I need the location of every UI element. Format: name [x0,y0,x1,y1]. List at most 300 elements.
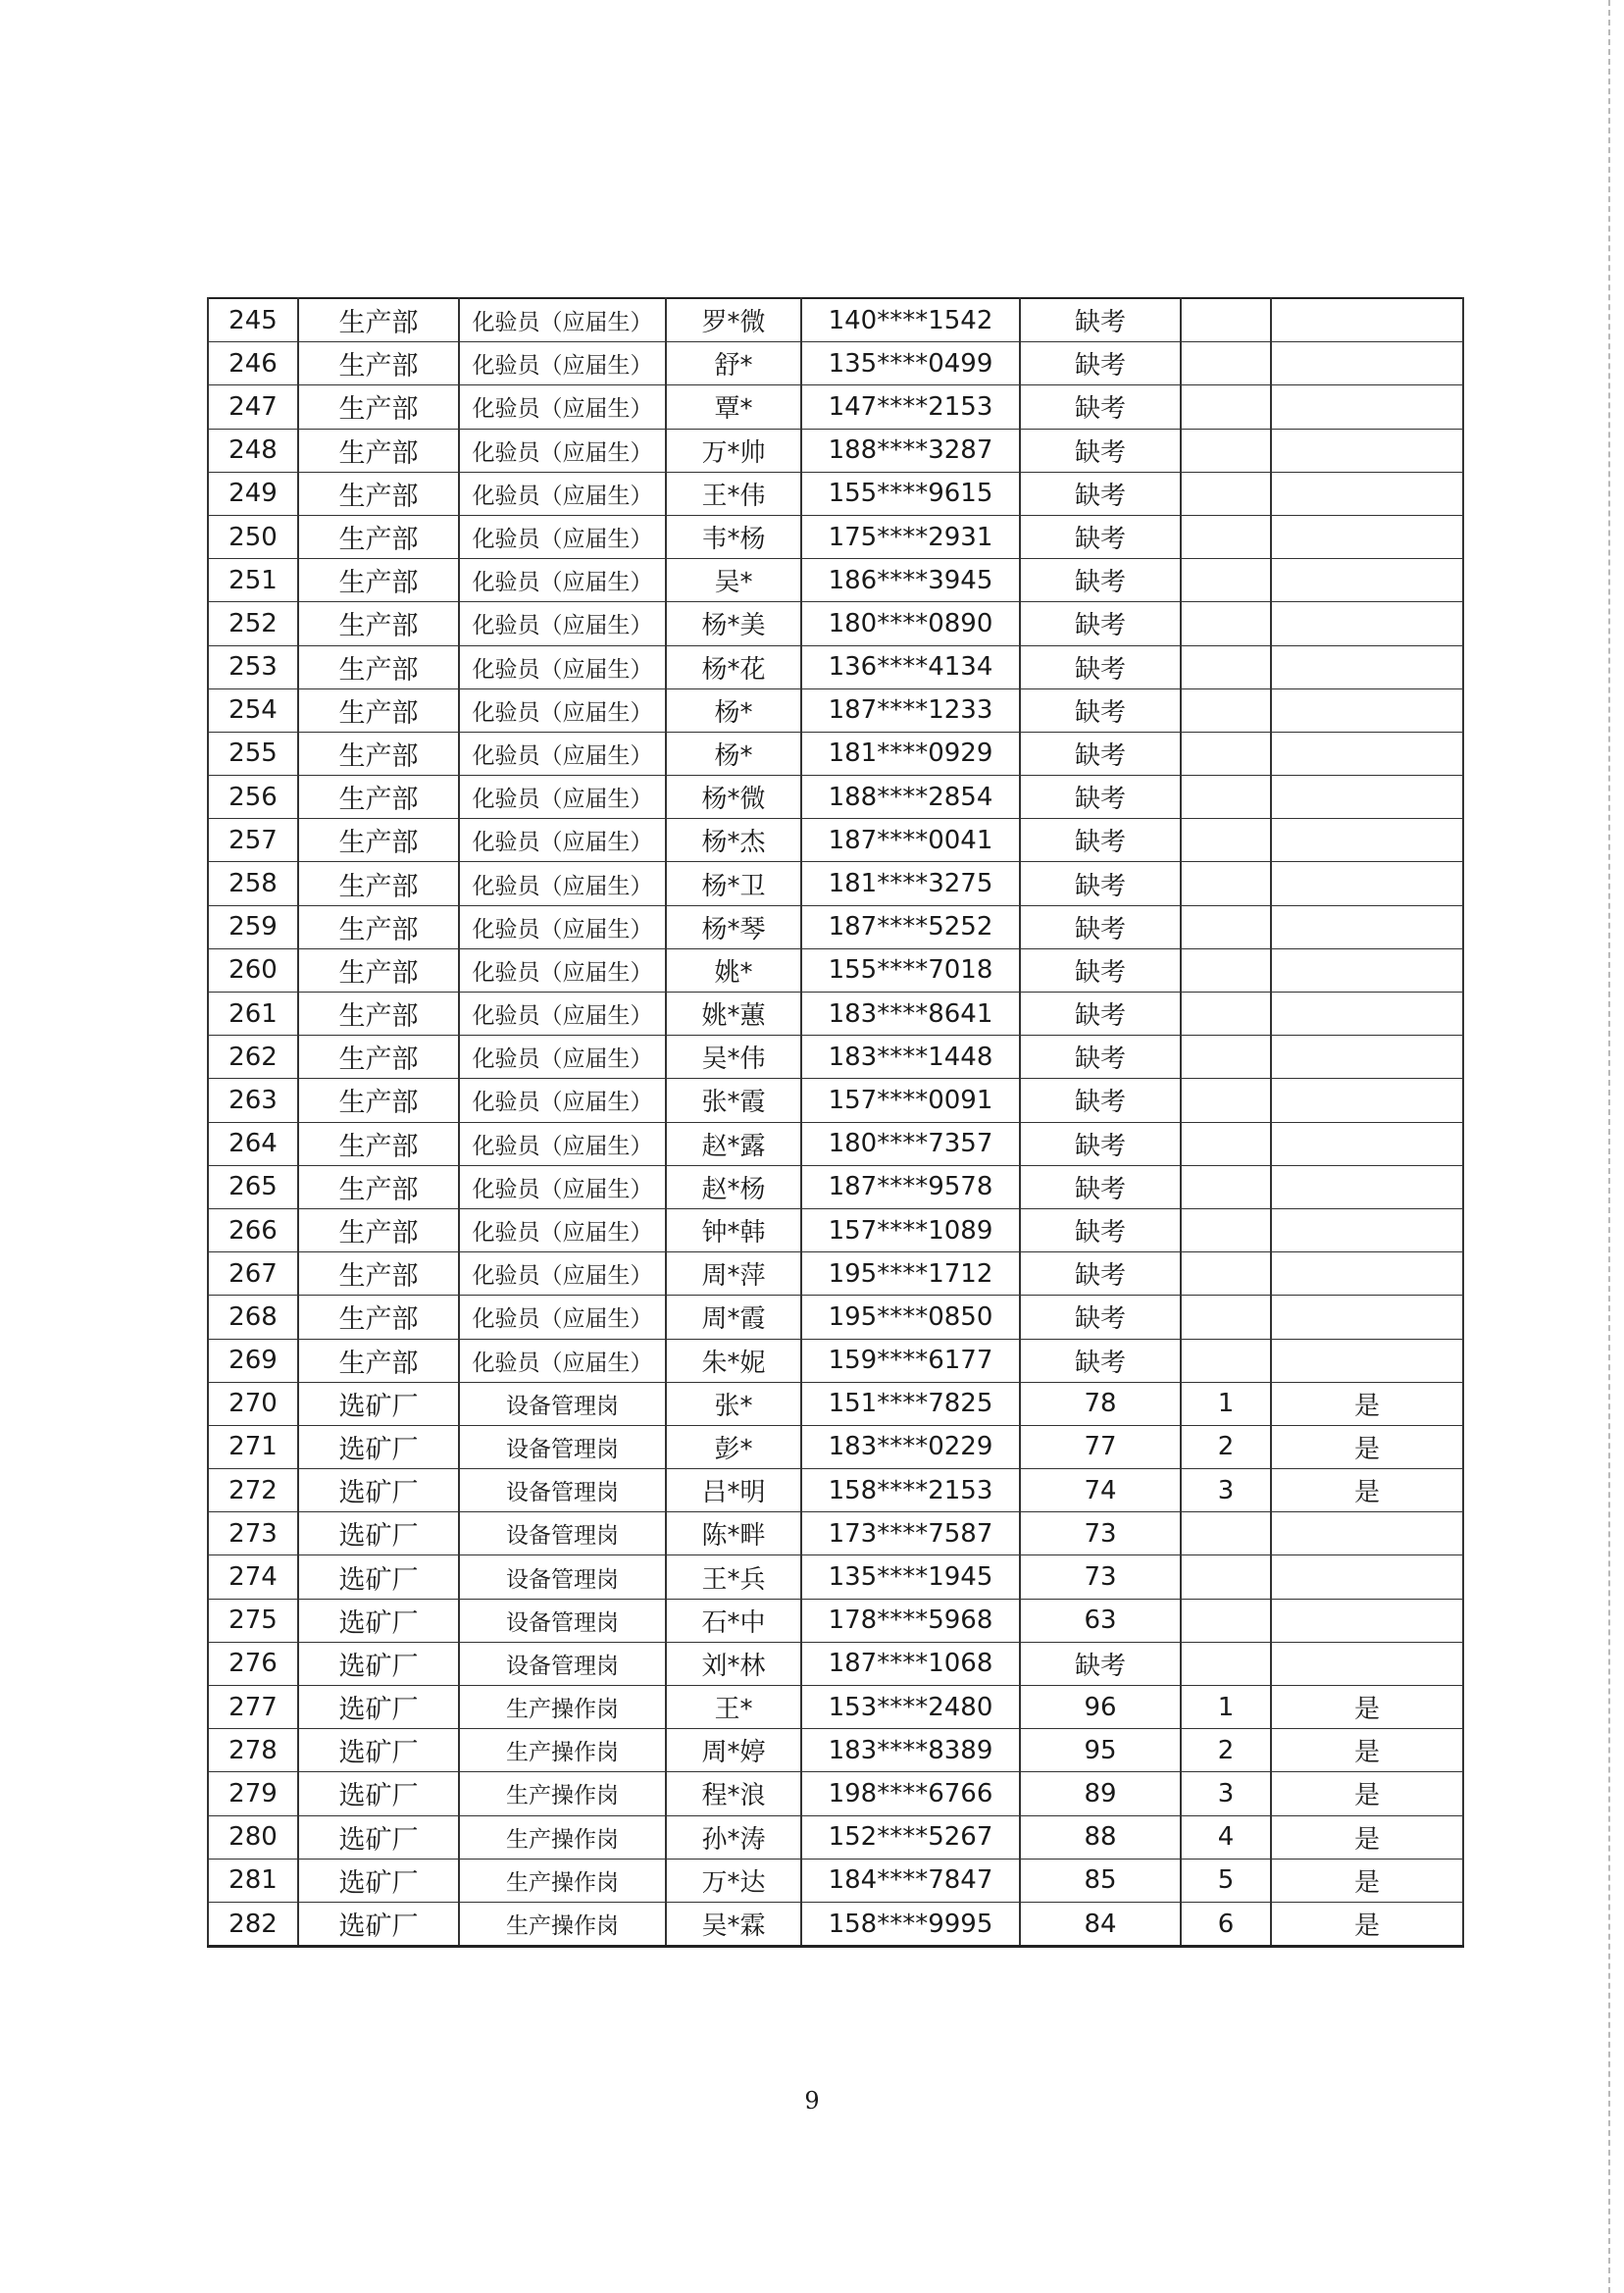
score-cell: 缺考 [1020,948,1181,992]
position-cell: 生产操作岗 [459,1686,666,1729]
row-number-cell: 274 [208,1555,298,1599]
phone-cell: 157****0091 [801,1079,1020,1122]
table-row [208,732,1463,775]
phone-cell: 135****1945 [801,1555,1020,1599]
qualified-cell [1271,993,1463,1036]
department-cell: 生产部 [298,472,459,515]
row-number-cell: 276 [208,1642,298,1685]
phone-cell: 198****6766 [801,1772,1020,1815]
score-cell: 缺考 [1020,1339,1181,1382]
qualified-cell: 是 [1271,1686,1463,1729]
qualified-cell [1271,342,1463,385]
department-cell: 生产部 [298,819,459,862]
row-number-cell: 262 [208,1036,298,1079]
qualified-cell [1271,732,1463,775]
name-cell: 孙*涛 [666,1815,801,1859]
name-cell: 王*伟 [666,472,801,515]
name-cell: 姚* [666,948,801,992]
table-row [208,1036,1463,1079]
table-row [208,1208,1463,1251]
phone-cell: 181****3275 [801,862,1020,905]
qualified-cell: 是 [1271,1772,1463,1815]
score-cell: 缺考 [1020,515,1181,558]
qualified-cell [1271,905,1463,948]
position-cell: 化验员（应届生） [459,1122,666,1165]
row-number-cell: 264 [208,1122,298,1165]
qualified-cell [1271,862,1463,905]
qualified-cell: 是 [1271,1469,1463,1512]
position-cell: 化验员（应届生） [459,1079,666,1122]
position-cell: 化验员（应届生） [459,732,666,775]
department-cell: 生产部 [298,1079,459,1122]
position-cell: 化验员（应届生） [459,862,666,905]
position-cell: 化验员（应届生） [459,602,666,645]
table-row [208,1642,1463,1685]
qualified-cell [1271,385,1463,429]
qualified-cell [1271,1079,1463,1122]
table-row [208,1339,1463,1382]
row-number-cell: 260 [208,948,298,992]
position-cell: 设备管理岗 [459,1555,666,1599]
row-number-cell: 271 [208,1425,298,1468]
score-cell: 缺考 [1020,905,1181,948]
rank-cell: 2 [1181,1425,1271,1468]
phone-cell: 158****2153 [801,1469,1020,1512]
position-cell: 化验员（应届生） [459,1296,666,1339]
score-cell: 缺考 [1020,1165,1181,1208]
position-cell: 化验员（应届生） [459,993,666,1036]
score-cell: 缺考 [1020,1122,1181,1165]
phone-cell: 188****2854 [801,776,1020,819]
score-cell: 缺考 [1020,342,1181,385]
phone-cell: 155****7018 [801,948,1020,992]
position-cell: 设备管理岗 [459,1425,666,1468]
rank-cell [1181,602,1271,645]
department-cell: 生产部 [298,385,459,429]
row-number-cell: 280 [208,1815,298,1859]
position-cell: 化验员（应届生） [459,342,666,385]
position-cell: 化验员（应届生） [459,645,666,688]
score-cell: 缺考 [1020,993,1181,1036]
rank-cell [1181,732,1271,775]
name-cell: 吕*明 [666,1469,801,1512]
rank-cell [1181,1208,1271,1251]
rank-cell [1181,1512,1271,1555]
table-row [208,429,1463,472]
qualified-cell [1271,1339,1463,1382]
score-cell: 缺考 [1020,776,1181,819]
rank-cell [1181,862,1271,905]
qualified-cell [1271,298,1463,342]
score-cell: 缺考 [1020,559,1181,602]
table-row [208,1599,1463,1642]
score-cell: 缺考 [1020,472,1181,515]
page-number: 9 [804,2087,820,2115]
table-row [208,1165,1463,1208]
rank-cell: 3 [1181,1469,1271,1512]
score-cell: 缺考 [1020,1252,1181,1296]
phone-cell: 135****0499 [801,342,1020,385]
phone-cell: 195****1712 [801,1252,1020,1296]
rank-cell [1181,385,1271,429]
score-cell: 78 [1020,1382,1181,1425]
position-cell: 生产操作岗 [459,1729,666,1772]
row-number-cell: 268 [208,1296,298,1339]
score-cell: 85 [1020,1859,1181,1902]
rank-cell [1181,298,1271,342]
qualified-cell [1271,1599,1463,1642]
rank-cell: 2 [1181,1729,1271,1772]
department-cell: 生产部 [298,993,459,1036]
score-cell: 缺考 [1020,298,1181,342]
qualified-cell: 是 [1271,1729,1463,1772]
name-cell: 赵*杨 [666,1165,801,1208]
score-cell: 缺考 [1020,1036,1181,1079]
results-table-body [208,298,1463,1947]
table-row [208,385,1463,429]
name-cell: 杨* [666,688,801,732]
rank-cell [1181,1122,1271,1165]
score-cell: 缺考 [1020,1079,1181,1122]
qualified-cell [1271,1512,1463,1555]
rank-cell [1181,776,1271,819]
name-cell: 程*浪 [666,1772,801,1815]
phone-cell: 151****7825 [801,1382,1020,1425]
department-cell: 选矿厂 [298,1859,459,1902]
score-cell: 95 [1020,1729,1181,1772]
phone-cell: 180****0890 [801,602,1020,645]
results-table-container [207,297,1462,1948]
position-cell: 化验员（应届生） [459,1339,666,1382]
department-cell: 生产部 [298,948,459,992]
phone-cell: 186****3945 [801,559,1020,602]
position-cell: 化验员（应届生） [459,1252,666,1296]
position-cell: 化验员（应届生） [459,819,666,862]
position-cell: 化验员（应届生） [459,559,666,602]
phone-cell: 178****5968 [801,1599,1020,1642]
department-cell: 生产部 [298,688,459,732]
row-number-cell: 247 [208,385,298,429]
department-cell: 选矿厂 [298,1815,459,1859]
rank-cell [1181,948,1271,992]
row-number-cell: 272 [208,1469,298,1512]
table-row [208,515,1463,558]
phone-cell: 159****6177 [801,1339,1020,1382]
rank-cell [1181,1296,1271,1339]
position-cell: 生产操作岗 [459,1815,666,1859]
department-cell: 选矿厂 [298,1469,459,1512]
phone-cell: 155****9615 [801,472,1020,515]
score-cell: 缺考 [1020,819,1181,862]
name-cell: 张*霞 [666,1079,801,1122]
score-cell: 88 [1020,1815,1181,1859]
department-cell: 选矿厂 [298,1425,459,1468]
row-number-cell: 265 [208,1165,298,1208]
position-cell: 化验员（应届生） [459,688,666,732]
position-cell: 设备管理岗 [459,1382,666,1425]
department-cell: 生产部 [298,1165,459,1208]
phone-cell: 152****5267 [801,1815,1020,1859]
name-cell: 吴* [666,559,801,602]
phone-cell: 183****0229 [801,1425,1020,1468]
row-number-cell: 263 [208,1079,298,1122]
qualified-cell [1271,1122,1463,1165]
qualified-cell: 是 [1271,1425,1463,1468]
position-cell: 化验员（应届生） [459,472,666,515]
rank-cell [1181,905,1271,948]
position-cell: 化验员（应届生） [459,429,666,472]
table-row [208,1296,1463,1339]
row-number-cell: 277 [208,1686,298,1729]
phone-cell: 153****2480 [801,1686,1020,1729]
table-row [208,1382,1463,1425]
department-cell: 生产部 [298,645,459,688]
table-row [208,993,1463,1036]
phone-cell: 181****0929 [801,732,1020,775]
name-cell: 杨*琴 [666,905,801,948]
rank-cell [1181,342,1271,385]
table-row [208,862,1463,905]
name-cell: 张* [666,1382,801,1425]
name-cell: 刘*林 [666,1642,801,1685]
qualified-cell [1271,472,1463,515]
phone-cell: 183****8641 [801,993,1020,1036]
rank-cell: 5 [1181,1859,1271,1902]
name-cell: 杨* [666,732,801,775]
qualified-cell [1271,1642,1463,1685]
department-cell: 生产部 [298,905,459,948]
department-cell: 选矿厂 [298,1512,459,1555]
department-cell: 生产部 [298,732,459,775]
score-cell: 缺考 [1020,429,1181,472]
table-row [208,1425,1463,1468]
qualified-cell [1271,602,1463,645]
name-cell: 万*帅 [666,429,801,472]
row-number-cell: 270 [208,1382,298,1425]
score-cell: 缺考 [1020,385,1181,429]
department-cell: 选矿厂 [298,1599,459,1642]
rank-cell: 1 [1181,1686,1271,1729]
score-cell: 缺考 [1020,1208,1181,1251]
phone-cell: 157****1089 [801,1208,1020,1251]
row-number-cell: 249 [208,472,298,515]
department-cell: 生产部 [298,1122,459,1165]
table-row [208,559,1463,602]
department-cell: 选矿厂 [298,1902,459,1946]
phone-cell: 183****1448 [801,1036,1020,1079]
department-cell: 生产部 [298,1339,459,1382]
score-cell: 96 [1020,1686,1181,1729]
score-cell: 缺考 [1020,862,1181,905]
phone-cell: 187****1233 [801,688,1020,732]
score-cell: 63 [1020,1599,1181,1642]
qualified-cell [1271,515,1463,558]
department-cell: 选矿厂 [298,1772,459,1815]
rank-cell [1181,1036,1271,1079]
table-row [208,645,1463,688]
score-cell: 73 [1020,1512,1181,1555]
name-cell: 杨*杰 [666,819,801,862]
position-cell: 生产操作岗 [459,1772,666,1815]
department-cell: 生产部 [298,298,459,342]
row-number-cell: 245 [208,298,298,342]
score-cell: 73 [1020,1555,1181,1599]
name-cell: 杨*卫 [666,862,801,905]
table-row [208,948,1463,992]
row-number-cell: 257 [208,819,298,862]
row-number-cell: 254 [208,688,298,732]
rank-cell [1181,993,1271,1036]
table-row [208,1555,1463,1599]
table-row [208,776,1463,819]
row-number-cell: 259 [208,905,298,948]
table-row [208,472,1463,515]
row-number-cell: 267 [208,1252,298,1296]
qualified-cell [1271,948,1463,992]
results-table [207,297,1464,1948]
table-row [208,1079,1463,1122]
rank-cell: 6 [1181,1902,1271,1946]
table-row [208,688,1463,732]
rank-cell: 4 [1181,1815,1271,1859]
scan-edge-line [1608,0,1610,2293]
score-cell: 缺考 [1020,602,1181,645]
position-cell: 设备管理岗 [459,1469,666,1512]
row-number-cell: 269 [208,1339,298,1382]
table-row [208,1729,1463,1772]
name-cell: 赵*露 [666,1122,801,1165]
rank-cell [1181,1642,1271,1685]
name-cell: 钟*韩 [666,1208,801,1251]
department-cell: 生产部 [298,862,459,905]
position-cell: 化验员（应届生） [459,905,666,948]
score-cell: 84 [1020,1902,1181,1946]
department-cell: 选矿厂 [298,1686,459,1729]
position-cell: 化验员（应届生） [459,1208,666,1251]
qualified-cell [1271,688,1463,732]
name-cell: 姚*蕙 [666,993,801,1036]
name-cell: 王*兵 [666,1555,801,1599]
position-cell: 化验员（应届生） [459,1165,666,1208]
name-cell: 王* [666,1686,801,1729]
table-row [208,905,1463,948]
phone-cell: 158****9995 [801,1902,1020,1946]
rank-cell [1181,1555,1271,1599]
department-cell: 选矿厂 [298,1555,459,1599]
phone-cell: 173****7587 [801,1512,1020,1555]
name-cell: 万*达 [666,1859,801,1902]
qualified-cell: 是 [1271,1902,1463,1946]
name-cell: 覃* [666,385,801,429]
department-cell: 生产部 [298,1252,459,1296]
name-cell: 杨*微 [666,776,801,819]
name-cell: 吴*伟 [666,1036,801,1079]
name-cell: 朱*妮 [666,1339,801,1382]
row-number-cell: 256 [208,776,298,819]
qualified-cell [1271,1252,1463,1296]
name-cell: 罗*微 [666,298,801,342]
phone-cell: 136****4134 [801,645,1020,688]
row-number-cell: 282 [208,1902,298,1946]
rank-cell [1181,819,1271,862]
rank-cell [1181,1599,1271,1642]
department-cell: 选矿厂 [298,1729,459,1772]
department-cell: 生产部 [298,1036,459,1079]
rank-cell [1181,559,1271,602]
row-number-cell: 273 [208,1512,298,1555]
score-cell: 77 [1020,1425,1181,1468]
department-cell: 生产部 [298,515,459,558]
table-row [208,819,1463,862]
table-row [208,298,1463,342]
position-cell: 化验员（应届生） [459,515,666,558]
phone-cell: 187****9578 [801,1165,1020,1208]
row-number-cell: 250 [208,515,298,558]
position-cell: 生产操作岗 [459,1859,666,1902]
position-cell: 生产操作岗 [459,1902,666,1946]
row-number-cell: 258 [208,862,298,905]
name-cell: 杨*花 [666,645,801,688]
phone-cell: 187****1068 [801,1642,1020,1685]
department-cell: 生产部 [298,776,459,819]
name-cell: 吴*霖 [666,1902,801,1946]
phone-cell: 184****7847 [801,1859,1020,1902]
position-cell: 化验员（应届生） [459,776,666,819]
row-number-cell: 252 [208,602,298,645]
rank-cell [1181,429,1271,472]
qualified-cell [1271,776,1463,819]
rank-cell [1181,1339,1271,1382]
name-cell: 彭* [666,1425,801,1468]
qualified-cell [1271,559,1463,602]
name-cell: 杨*美 [666,602,801,645]
position-cell: 化验员（应届生） [459,1036,666,1079]
table-row [208,1252,1463,1296]
phone-cell: 147****2153 [801,385,1020,429]
row-number-cell: 251 [208,559,298,602]
name-cell: 石*中 [666,1599,801,1642]
department-cell: 生产部 [298,602,459,645]
row-number-cell: 278 [208,1729,298,1772]
department-cell: 生产部 [298,429,459,472]
phone-cell: 195****0850 [801,1296,1020,1339]
department-cell: 选矿厂 [298,1642,459,1685]
row-number-cell: 248 [208,429,298,472]
score-cell: 缺考 [1020,645,1181,688]
qualified-cell [1271,1208,1463,1251]
phone-cell: 180****7357 [801,1122,1020,1165]
position-cell: 设备管理岗 [459,1642,666,1685]
position-cell: 设备管理岗 [459,1512,666,1555]
score-cell: 缺考 [1020,1642,1181,1685]
score-cell: 缺考 [1020,732,1181,775]
name-cell: 周*萍 [666,1252,801,1296]
row-number-cell: 266 [208,1208,298,1251]
qualified-cell [1271,819,1463,862]
position-cell: 化验员（应届生） [459,298,666,342]
rank-cell: 1 [1181,1382,1271,1425]
position-cell: 化验员（应届生） [459,385,666,429]
table-row [208,1902,1463,1946]
row-number-cell: 279 [208,1772,298,1815]
score-cell: 74 [1020,1469,1181,1512]
phone-cell: 187****0041 [801,819,1020,862]
qualified-cell: 是 [1271,1815,1463,1859]
department-cell: 生产部 [298,1208,459,1251]
score-cell: 缺考 [1020,688,1181,732]
phone-cell: 183****8389 [801,1729,1020,1772]
row-number-cell: 261 [208,993,298,1036]
